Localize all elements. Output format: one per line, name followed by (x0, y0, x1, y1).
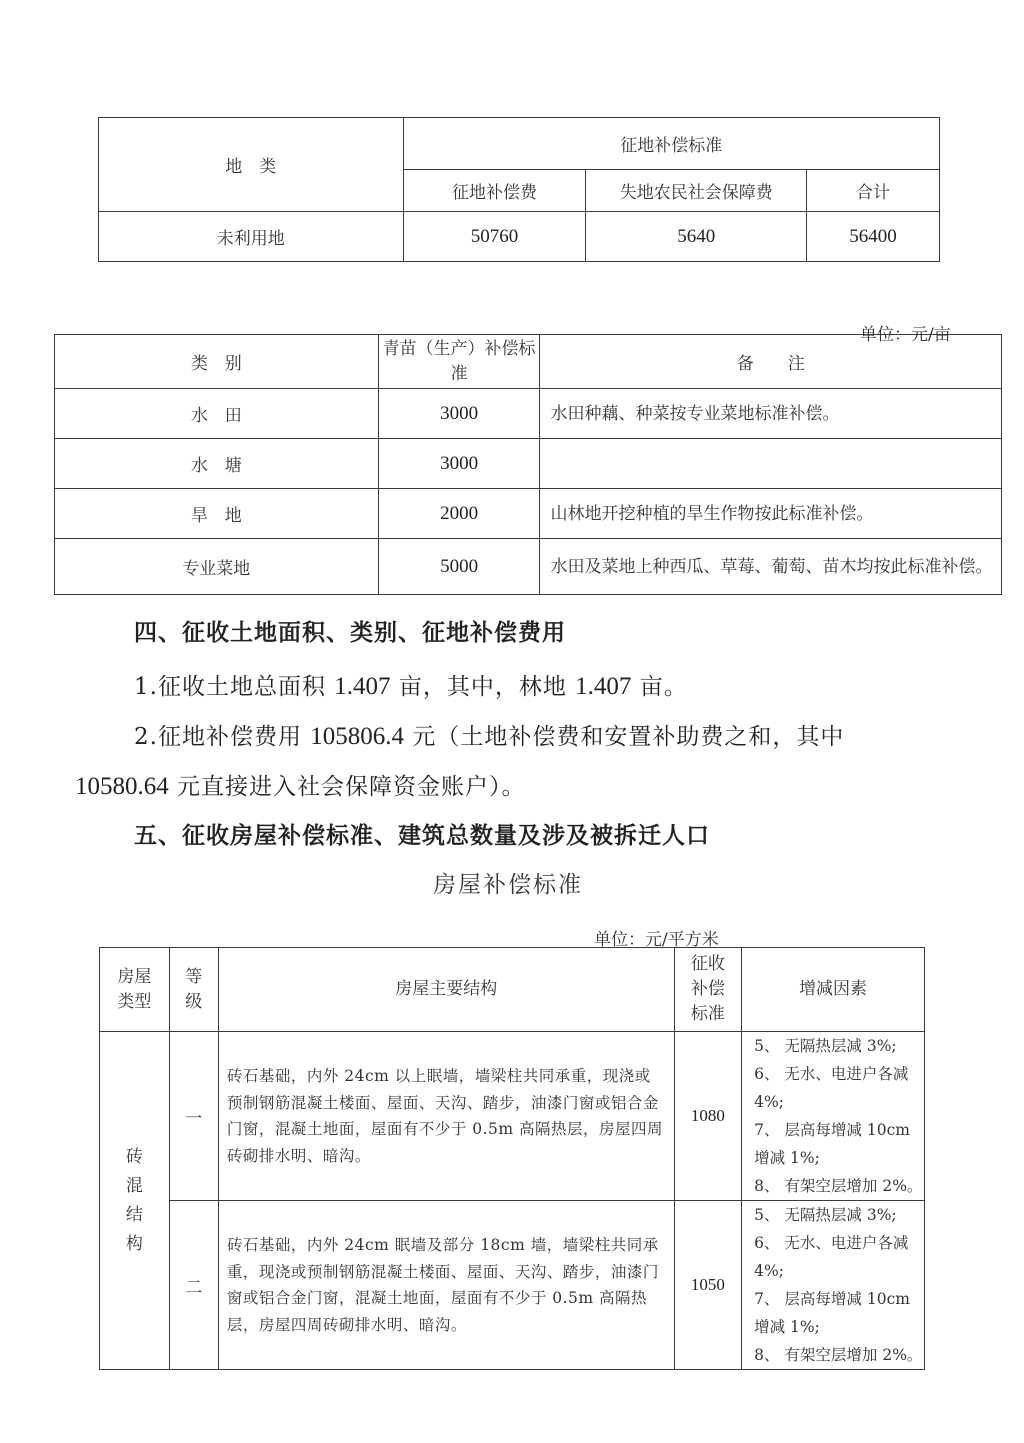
forest-area: 1.407 (575, 673, 632, 700)
header-compensation-fee: 征地补偿费 (403, 170, 586, 212)
table-row (100, 1032, 925, 1201)
cell-compensation: 50760 (403, 212, 586, 262)
cell-factors: 5、 无隔热层减 3%; 6、 无水、电进户各减 4%; 7、 层高每增减 10cm 增减 1%; 8、 有架空层增加 2%。 (742, 1032, 925, 1201)
cell-structure: 砖石基础，内外 24cm 以上眠墙，墙梁柱共同承重，现浇或预制钢筋混凝土楼面、屋面、天沟、踏步，油漆门窗或铝合金门窗，混凝土地面，屋面有不少于 0.5m 高隔热层，房屋四周砖砌排水明、暗沟。 (218, 1032, 674, 1201)
cell-house-type: 砖混结构 (100, 1032, 170, 1370)
header-land-type: 地 类 (99, 118, 404, 212)
cell-note (540, 439, 1002, 489)
header-compensation-standard: 征地补偿标准 (403, 118, 939, 170)
cell-note: 水田及菜地上种西瓜、草莓、葡萄、苗木均按此标准补偿。 (540, 539, 1002, 595)
cell-category: 专业菜地 (55, 539, 379, 595)
header-grade: 等级 (169, 948, 218, 1032)
compensation-amount: 105806.4 (310, 723, 405, 750)
cell-standard: 1080 (674, 1032, 741, 1201)
header-standard: 征收补偿标准 (674, 948, 741, 1032)
section-5-heading: 五、征收房屋补偿标准、建筑总数量及涉及被拆迁人口 (134, 822, 710, 849)
cell-total: 56400 (807, 212, 940, 262)
cell-standard: 5000 (378, 539, 540, 595)
crop-compensation-table (54, 334, 1002, 595)
house-compensation-table (99, 947, 925, 1370)
section-4-item-2-cont: 10580.64 元直接进入社会保障资金账户）。 (75, 773, 526, 800)
cell-standard: 3000 (378, 439, 540, 489)
cell-structure: 砖石基础，内外 24cm 眠墙及部分 18cm 墙，墙梁柱共同承重，现浇或预制钢筋混凝土楼面、屋面、天沟、踏步，油漆门窗或铝合金门窗，混凝土地面，屋面有不少于 0.5m 高隔热层，房屋四周砖砌排水明、暗沟。 (218, 1201, 674, 1370)
house-table-title: 房屋补偿标准 (433, 872, 583, 898)
cell-standard: 1050 (674, 1201, 741, 1370)
total-area: 1.407 (334, 673, 391, 700)
table-row (55, 539, 1002, 595)
header-total: 合计 (807, 170, 940, 212)
social-security-amount: 10580.64 (75, 773, 169, 800)
header-social-security-fee: 失地农民社会保障费 (586, 170, 807, 212)
header-house-type: 房屋类型 (100, 948, 170, 1032)
cell-note: 水田种藕、种菜按专业菜地标准补偿。 (540, 389, 1002, 439)
cell-note: 山林地开挖种植的旱生作物按此标准补偿。 (540, 489, 1002, 539)
cell-standard: 3000 (378, 389, 540, 439)
cell-social-security: 5640 (586, 212, 807, 262)
header-main-structure: 房屋主要结构 (218, 948, 674, 1032)
cell-standard: 2000 (378, 489, 540, 539)
section-4-heading: 四、征收土地面积、类别、征地补偿费用 (134, 619, 566, 646)
land-compensation-table (98, 117, 940, 262)
table-row (100, 1201, 925, 1370)
table-row (99, 212, 940, 262)
cell-land-type: 未利用地 (99, 212, 404, 262)
header-category: 类 别 (55, 335, 379, 389)
header-note: 备 注 (540, 335, 1002, 389)
header-factors: 增减因素 (742, 948, 925, 1032)
cell-grade: 一 (169, 1032, 218, 1201)
header-crop-standard: 青苗（生产）补偿标准 (378, 335, 540, 389)
cell-factors: 5、 无隔热层减 3%; 6、 无水、电进户各减 4%; 7、 层高每增减 10cm 增减 1%; 8、 有架空层增加 2%。 (742, 1201, 925, 1370)
table-row (55, 389, 1002, 439)
cell-category: 水 塘 (55, 439, 379, 489)
cell-category: 旱 地 (55, 489, 379, 539)
section-4-item-2: 2.征地补偿费用 105806.4 元（土地补偿费和安置补助费之和，其中 (134, 723, 845, 750)
table-row (55, 439, 1002, 489)
table-row (55, 489, 1002, 539)
cell-grade: 二 (169, 1201, 218, 1370)
section-4-item-1: 1.征收土地总面积 1.407 亩，其中，林地 1.407 亩。 (134, 673, 688, 700)
house-table-unit: 单位：元/平方米 (594, 930, 719, 950)
cell-category: 水 田 (55, 389, 379, 439)
crop-table-unit: 单位：元/亩 (860, 325, 951, 345)
